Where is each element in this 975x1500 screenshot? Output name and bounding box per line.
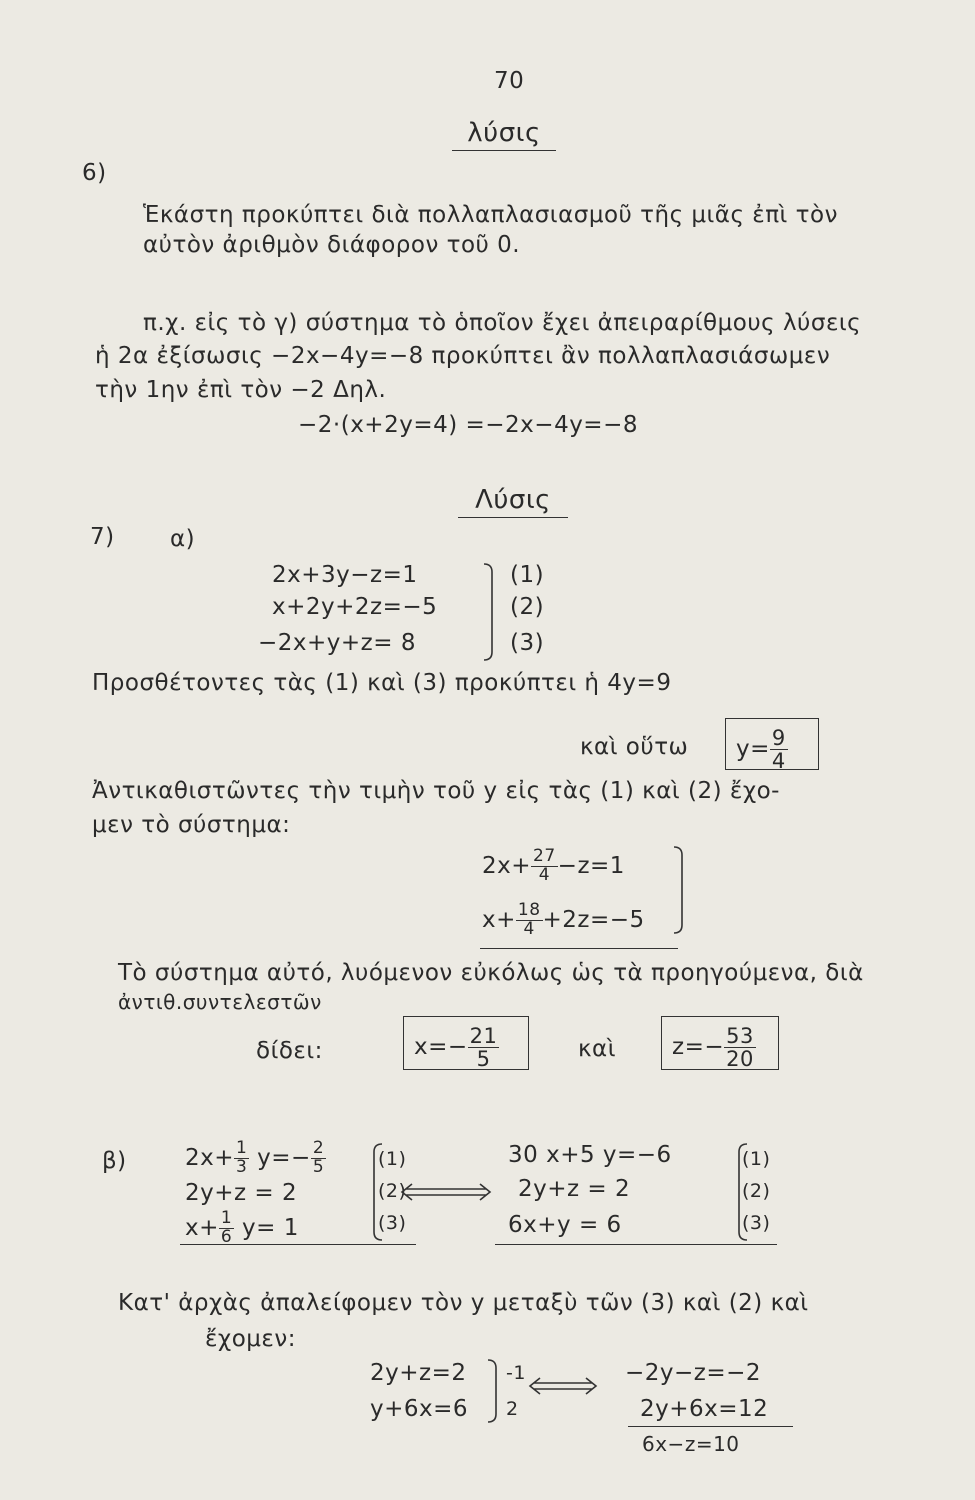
kai-text: καὶ (578, 1036, 616, 1062)
system-c-left-row-1: 2y+z=2 (370, 1360, 467, 1386)
elimination-line-2: ἔχομεν: (205, 1326, 296, 1352)
system-c-right-row-2: 2y+6x=12 (640, 1396, 769, 1422)
system-c-underline (628, 1426, 793, 1427)
system-b-right-row-1: 30 x+5 y=−6 (508, 1142, 672, 1168)
section-7-label: 7) (90, 524, 115, 550)
y-result-lhs: y= (736, 736, 770, 763)
system-b-left-row-1: 2x+ $\frac{1}{3}$ y=− $\frac{2}{5}$ (185, 1138, 325, 1177)
system-b-left-row-2: 2y+z = 2 (185, 1180, 298, 1206)
subsection-b-label: β) (102, 1148, 127, 1174)
section-6-line-1: Ἑκάστη προκύπτει διὰ πολλαπλασιασμοῦ τῆς μιᾶς ἐπὶ τὸν (143, 202, 838, 228)
y-result-box (725, 718, 819, 774)
z-result-box: z=− $\frac{53}{20}$ (661, 1016, 779, 1070)
system-a-eq-3: −2x+y+z= 8 (258, 630, 416, 656)
x-result-box: x=− $\frac{21}{5}$ (403, 1016, 529, 1070)
system-2-brace (672, 845, 686, 935)
system-b-left-row-3: x+ $\frac{1}{6}$ y= 1 (185, 1208, 299, 1247)
subsection-a-label: α) (170, 526, 196, 552)
system-b-right-tag-2: (2) (742, 1180, 771, 1202)
page-number: 70 (494, 68, 525, 94)
system-2-row-2: x+ $\frac{18}{4}$ +2z=−5 (482, 900, 645, 939)
system-c-multiplier-1: -1 (506, 1362, 526, 1384)
section-6-line-2: αὐτὸν ἀριθμὸν διάφορον τοῦ 0. (143, 232, 521, 258)
solve-line-2: ἀντιθ.συντελεστῶν (118, 990, 322, 1014)
system-b-left-underline (180, 1244, 416, 1245)
equivalence-arrow-1 (400, 1184, 492, 1200)
section-6-equation: −2·(x+2y=4) =−2x−4y=−8 (298, 412, 638, 438)
system-c-right-row-1: −2y−z=−2 (625, 1360, 762, 1386)
system-2-underline (480, 948, 678, 949)
system-c-result: 6x−z=10 (642, 1432, 740, 1456)
elimination-line-1: Κατ' ἀρχὰς ἀπαλείφομεν τὸν y μεταξὺ τῶν (3) καὶ (2) καὶ (118, 1290, 809, 1316)
system-b-right-underline (495, 1244, 777, 1245)
system-b-left-tag-3: (3) (378, 1212, 407, 1234)
section-6-line-4: ἡ 2α ἐξίσωσις −2x−4y=−8 προκύπτει ἂν πολλαπλασιάσωμεν (95, 343, 831, 369)
system-b-right-tag-1: (1) (742, 1148, 771, 1170)
section-6-title: λύσις (452, 118, 556, 151)
system-c-multiplier-2: 2 (506, 1398, 519, 1420)
system-a-tag-3: (3) (510, 630, 545, 656)
system-b-right-tag-3: (3) (742, 1212, 771, 1234)
system-b-right-row-2: 2y+z = 2 (518, 1176, 631, 1202)
system-2-row-1: 2x+ $\frac{27}{4}$ −z=1 (482, 846, 625, 885)
section-6-line-5: τὴν 1ην ἐπὶ τὸν −2 Δηλ. (95, 377, 387, 403)
substitution-line-2: μεν τὸ σύστημα: (92, 812, 291, 838)
substitution-line-1: Ἀντικαθιστῶντες τὴν τιμὴν τοῦ y εἰς τὰς (1) καὶ (2) ἔχο- (92, 778, 780, 804)
equivalence-arrow-2 (528, 1378, 598, 1394)
solve-line-1: Τὸ σύστημα αὐτό, λυόμενον εὐκόλως ὡς τὰ προηγούμενα, διὰ (118, 960, 864, 986)
section-6-label: 6) (82, 160, 107, 186)
system-b-left-tag-2: (2) (378, 1180, 407, 1202)
system-a-eq-1: 2x+3y−z=1 (272, 562, 418, 588)
system-a-brace (482, 562, 496, 662)
system-a-tag-1: (1) (510, 562, 545, 588)
system-c-brace (486, 1358, 500, 1424)
section-7-title: Λύσις (458, 485, 568, 518)
section-6-line-3: π.χ. εἰς τὸ γ) σύστημα τὸ ὁποῖον ἔχει ἀπειραρίθμους λύσεις (143, 310, 862, 336)
system-c-left-row-2: y+6x=6 (370, 1396, 469, 1422)
kai-outo-text: καὶ οὕτω (580, 734, 689, 760)
system-a-eq-2: x+2y+2z=−5 (272, 594, 438, 620)
system-b-right-row-3: 6x+y = 6 (508, 1212, 622, 1238)
y-result-den: 4 (771, 749, 786, 774)
system-b-left-tag-1: (1) (378, 1148, 407, 1170)
y-result-num: 9 (771, 726, 786, 750)
didei-text: δίδει: (256, 1038, 323, 1064)
adding-text: Προσθέτοντες τὰς (1) καὶ (3) προκύπτει ἡ 4y=9 (92, 670, 672, 696)
system-a-tag-2: (2) (510, 594, 545, 620)
